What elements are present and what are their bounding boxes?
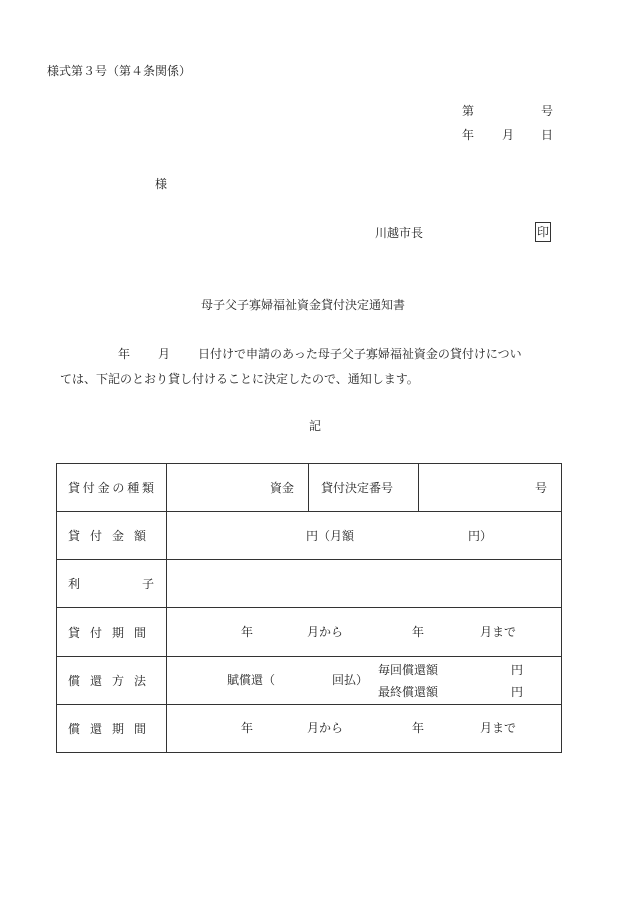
decision-number-label: 貸付決定番号 — [321, 480, 394, 495]
last-repayment-label: 最終償還額 — [378, 684, 439, 699]
body-line1-text: 日付けで申請のあった母子父子寡婦福祉資金の貸付けについ — [198, 347, 522, 361]
date-year: 年 — [462, 128, 475, 142]
times-label: 回払） — [332, 673, 369, 688]
repayment-method-cell — [167, 656, 562, 704]
label-char: 法 — [134, 673, 147, 688]
table-row — [57, 656, 562, 704]
document-title: 母子父子寡婦福祉資金貸付決定通知書 — [201, 298, 406, 312]
table-row — [57, 704, 562, 752]
table-row — [57, 560, 562, 608]
fund-type-cell — [167, 464, 309, 512]
each-repayment-yen: 円 — [511, 662, 524, 677]
each-repayment-label: 毎回償還額 — [378, 662, 439, 677]
label-char: 還 — [90, 673, 103, 688]
doc-number-prefix: 第 — [462, 104, 475, 118]
body-line2-text: ては、下記のとおり貸し付けることに決定したので、通知します。 — [60, 372, 419, 386]
row-label-loan-period — [57, 608, 167, 656]
repay-to-month: 月まで — [480, 721, 517, 736]
form-number: 様式第３号（第４条関係） — [47, 64, 192, 78]
number-suffix: 号 — [534, 480, 547, 495]
label-char: 付 — [90, 529, 103, 544]
label-char: 間 — [134, 721, 147, 736]
label-char: 種 — [127, 481, 140, 496]
repay-from-month: 月から — [307, 721, 344, 736]
label-char: 間 — [134, 625, 147, 640]
doc-number-suffix: 号 — [541, 104, 554, 118]
label-char: 貸 — [68, 625, 81, 640]
loan-details-table — [56, 463, 562, 753]
label-char: 償 — [68, 673, 81, 688]
label-char: 額 — [134, 529, 147, 544]
label-char: 金 — [112, 529, 125, 544]
body-year: 年 — [118, 347, 131, 361]
row-label-interest — [57, 560, 167, 608]
label-char: 子 — [141, 577, 154, 592]
loan-from-year: 年 — [241, 625, 254, 640]
label-char: 還 — [90, 721, 103, 736]
repay-from-year: 年 — [241, 721, 254, 736]
row-label-loan-amount — [57, 512, 167, 560]
interest-cell — [167, 560, 562, 608]
label-char: 方 — [112, 673, 125, 688]
installment-label: 賦償還（ — [227, 673, 276, 688]
label-char: 付 — [82, 481, 95, 496]
loan-period-cell — [167, 608, 562, 656]
table-row — [57, 608, 562, 656]
decision-number-cell — [419, 464, 562, 512]
label-char: 類 — [141, 481, 154, 496]
loan-from-month: 月から — [307, 625, 344, 640]
label-char: 期 — [112, 625, 125, 640]
loan-to-month: 月まで — [480, 625, 517, 640]
loan-amount-cell — [167, 512, 562, 560]
label-char: 利 — [68, 577, 81, 592]
seal-glyph: 印 — [535, 222, 551, 242]
ki-heading: 記 — [309, 419, 322, 433]
fund-suffix: 資金 — [269, 480, 294, 495]
repayment-period-cell — [167, 704, 562, 752]
label-char: 期 — [112, 721, 125, 736]
label-char: の — [112, 481, 125, 496]
yen-monthly-label: 円（月額 — [306, 528, 355, 543]
seal-mark — [535, 222, 551, 242]
label-char: 金 — [97, 481, 110, 496]
table-row — [57, 464, 562, 512]
label-char: 貸 — [68, 529, 81, 544]
yen-close-label: 円） — [468, 528, 493, 543]
last-repayment-yen: 円 — [511, 684, 524, 699]
row-label-repayment-period — [57, 704, 167, 752]
date-day: 日 — [541, 128, 554, 142]
label-char: 付 — [90, 625, 103, 640]
date-month: 月 — [502, 128, 515, 142]
table-row — [57, 512, 562, 560]
repay-to-year: 年 — [412, 721, 425, 736]
decision-number-label-cell — [309, 464, 419, 512]
row-label-loan-type — [57, 464, 167, 512]
issuer-name: 川越市長 — [375, 226, 424, 240]
row-label-repayment-method — [57, 656, 167, 704]
label-char: 貸 — [68, 481, 81, 496]
body-month: 月 — [158, 347, 171, 361]
addressee-suffix: 様 — [155, 177, 168, 191]
loan-to-year: 年 — [412, 625, 425, 640]
label-char: 償 — [68, 721, 81, 736]
